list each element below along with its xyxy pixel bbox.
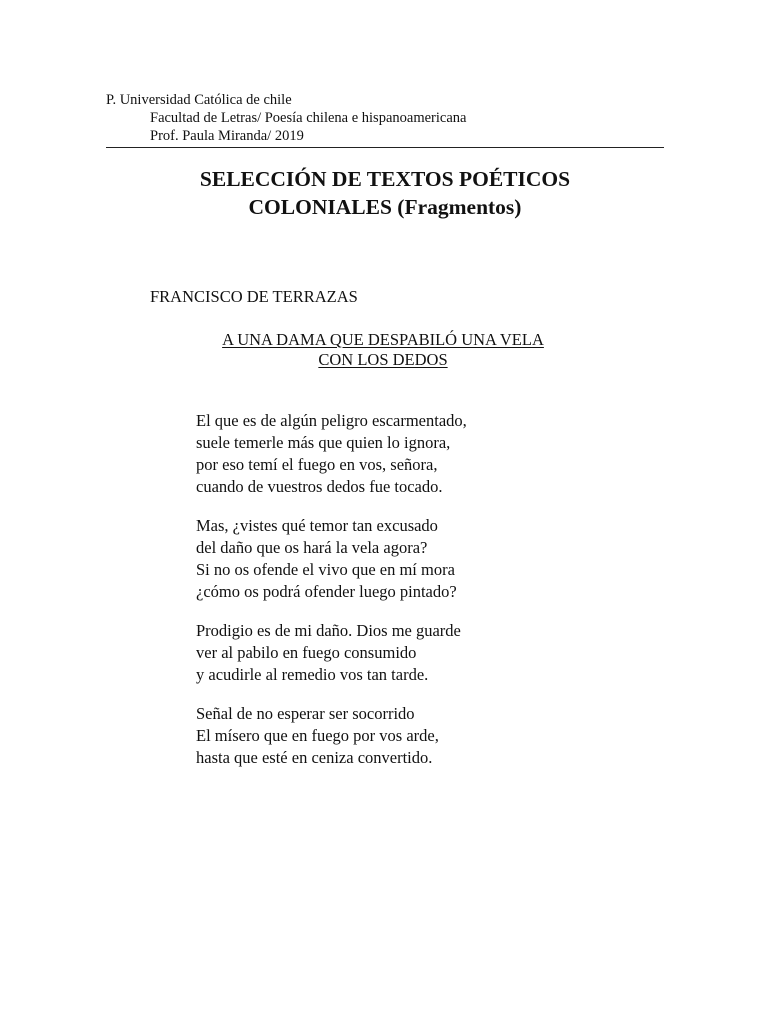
document-title-line-2: COLONIALES (Fragmentos) <box>248 195 522 219</box>
verse-line: ¿cómo os podrá ofender luego pintado? <box>196 582 457 601</box>
document-title-line-1: SELECCIÓN DE TEXTOS POÉTICOS <box>199 167 571 191</box>
verse-line: hasta que esté en ceniza convertido. <box>196 748 433 767</box>
poem-title-line-1: A UNA DAMA QUE DESPABILÓ UNA VELA <box>222 330 544 349</box>
header-professor: Prof. Paula Miranda/ 2019 <box>150 128 304 144</box>
verse-line: y acudirle al remedio vos tan tarde. <box>196 665 429 684</box>
stanza-3 <box>196 620 461 686</box>
verse-line: El que es de algún peligro escarmentado, <box>196 411 467 430</box>
verse-line: ver al pabilo en fuego consumido <box>196 643 417 662</box>
poem-title <box>160 330 606 370</box>
verse-line: Prodigio es de mi daño. Dios me guarde <box>196 621 461 640</box>
poem-title-line-2: CON LOS DEDOS <box>318 350 448 369</box>
verse-line: cuando de vuestros dedos fue tocado. <box>196 477 443 496</box>
header-faculty: Facultad de Letras/ Poesía chilena e hispanoamericana <box>150 110 467 126</box>
poet-name: FRANCISCO DE TERRAZAS <box>150 287 358 306</box>
stanza-4 <box>196 703 439 769</box>
header-divider <box>106 147 664 148</box>
stanza-1 <box>196 410 467 498</box>
verse-line: por eso temí el fuego en vos, señora, <box>196 455 438 474</box>
header-institution: P. Universidad Católica de chile <box>106 92 292 108</box>
verse-line: suele temerle más que quien lo ignora, <box>196 433 451 452</box>
verse-line: Mas, ¿vistes qué temor tan excusado <box>196 516 438 535</box>
verse-line: Señal de no esperar ser socorrido <box>196 704 415 723</box>
stanza-2 <box>196 515 457 603</box>
verse-line: El mísero que en fuego por vos arde, <box>196 726 439 745</box>
document-title <box>150 165 620 221</box>
verse-line: del daño que os hará la vela agora? <box>196 538 428 557</box>
verse-line: Si no os ofende el vivo que en mí mora <box>196 560 455 579</box>
